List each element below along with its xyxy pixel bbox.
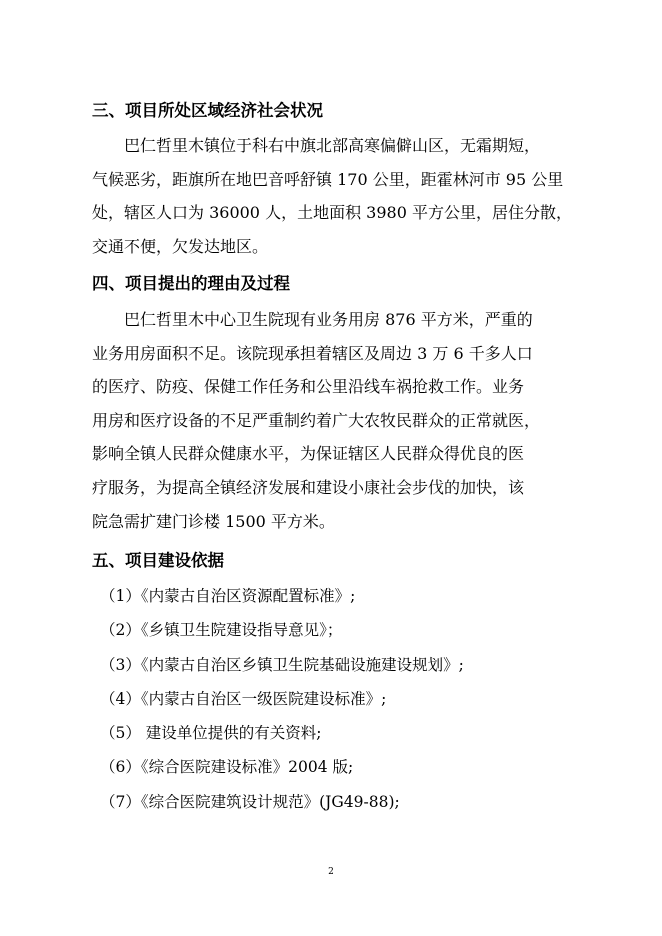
list-item: （4）《内蒙古自治区一级医院建设标准》; [100, 689, 387, 708]
list-item: （6）《综合医院建设标准》2004 版; [100, 758, 354, 777]
section-3-heading: 三、项目所处区域经济社会状况 [92, 101, 323, 120]
paragraph-line: 巴仁哲里木镇位于科右中旗北部高寒偏僻山区，无霜期短， [92, 136, 541, 155]
paragraph-line: 气候恶劣，距旗所在地巴音呼舒镇 170 公里，距霍林河市 95 公里 [92, 169, 564, 189]
section-4-heading: 四、项目提出的理由及过程 [92, 274, 290, 293]
section-3-paragraph [92, 129, 572, 263]
paragraph-line: 用房和医疗设备的不足严重制约着广大农牧民群众的正常就医， [92, 410, 541, 430]
section-4-paragraph [92, 303, 572, 538]
paragraph-line: 业务用房面积不足。该院现承担着辖区及周边 3 万 6 千多人口 [92, 343, 533, 363]
paragraph-line: 疗服务，为提高全镇经济发展和建设小康社会步伐的加快，该 [92, 477, 525, 497]
list-item: （2）《乡镇卫生院建设指导意见》； [100, 621, 343, 640]
paragraph-line: 巴仁哲里木中心卫生院现有业务用房 876 平方米，严重的 [92, 310, 533, 329]
section-5-heading: 五、项目建设依据 [92, 551, 224, 570]
list-item: （5） 建设单位提供的有关资料; [100, 724, 322, 743]
list-item: （3）《内蒙古自治区乡镇卫生院基础设施建设规划》; [100, 655, 464, 674]
list-item: （1）《内蒙古自治区资源配置标准》; [100, 587, 356, 605]
paragraph-line: 交通不便，欠发达地区。 [92, 236, 269, 256]
list-item: （7）《综合医院建筑设计规范》(JG49-88); [100, 792, 400, 811]
paragraph-line: 的医疗、防疫、保健工作任务和公里沿线车祸抢救工作。业务 [92, 377, 525, 397]
paragraph-line: 处，辖区人口为 36000 人，土地面积 3980 平方公里，居住分散， [92, 203, 572, 223]
page-number: 2 [328, 867, 334, 877]
paragraph-line: 影响全镇人民群众健康水平，为保证辖区人民群众得优良的医 [92, 444, 525, 464]
reference-list [100, 585, 464, 825]
paragraph-line: 院急需扩建门诊楼 1500 平方米。 [92, 511, 335, 531]
